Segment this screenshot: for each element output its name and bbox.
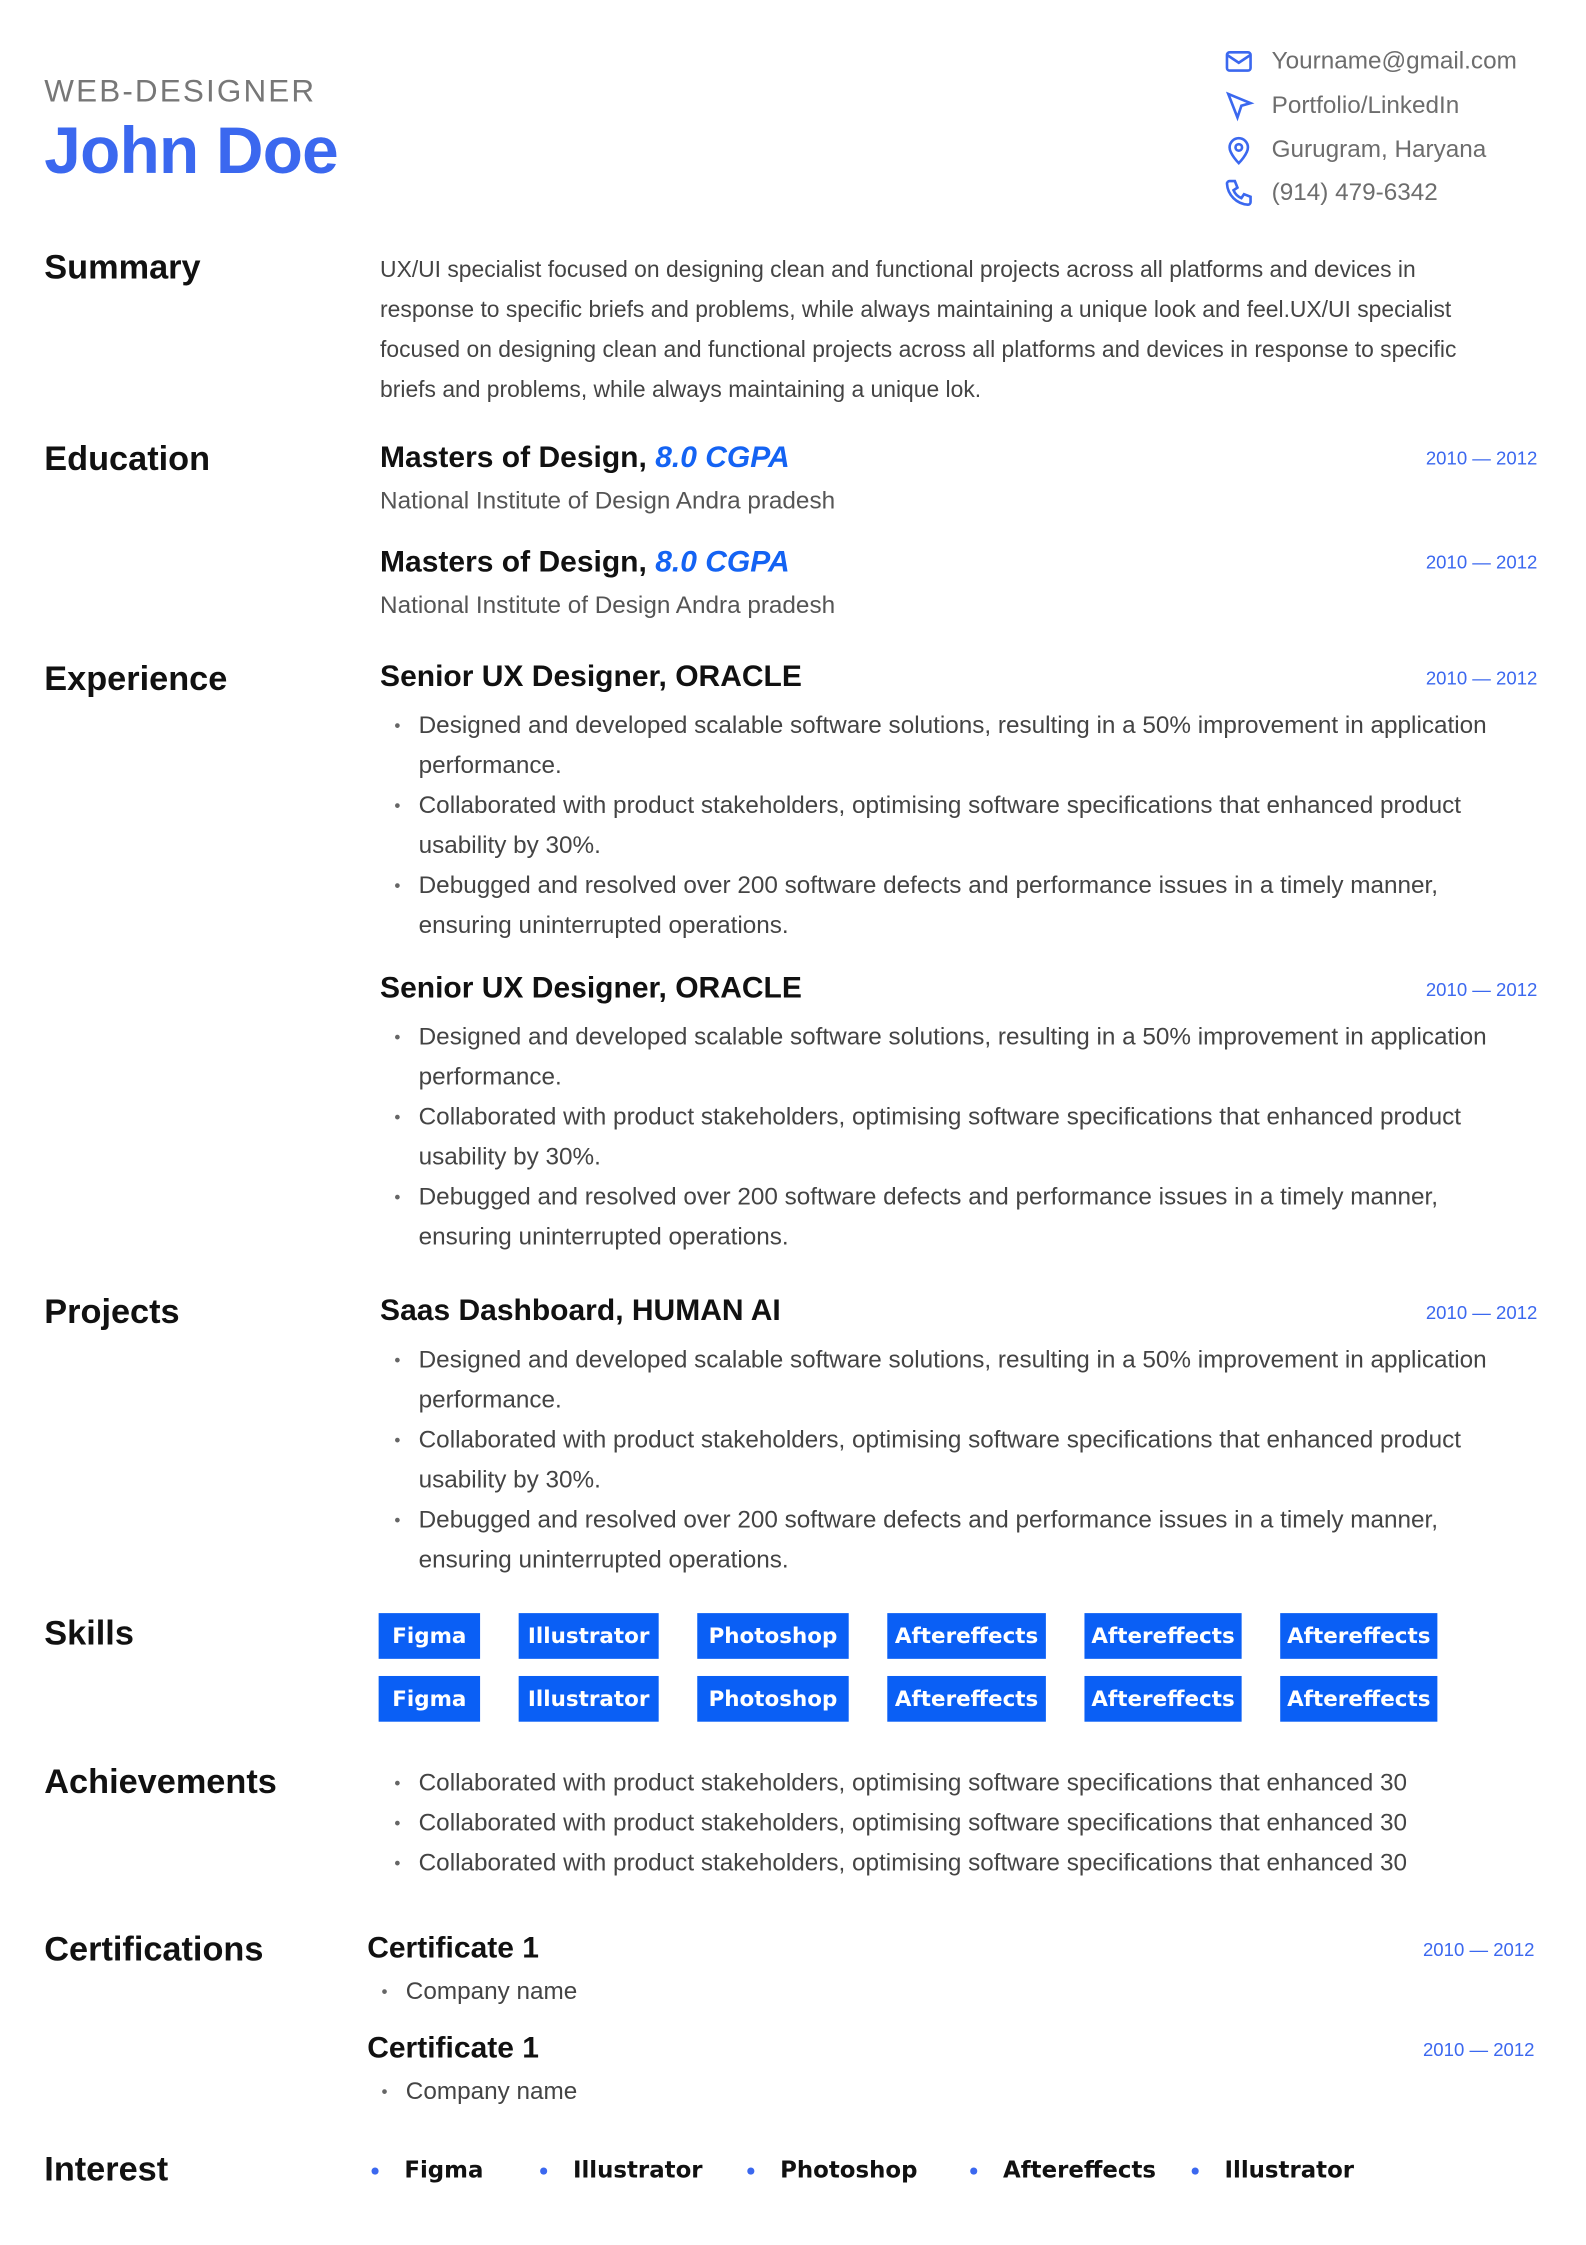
skill-chip: Aftereffects: [1084, 1676, 1241, 1722]
section-heading-achievements: Achievements: [44, 1763, 277, 1802]
certification-item: [367, 2032, 1534, 2112]
skill-chip: Aftereffects: [1280, 1676, 1437, 1722]
cursor-icon: [1223, 90, 1254, 121]
bullet: • Debugged and resolved over 200 software defects and performance issues in a timely manner, ensuring uninterrupted operations.: [380, 866, 1537, 946]
date-range: 2010 — 2012: [1425, 978, 1538, 1001]
job-title: Senior UX Designer, ORACLE: [380, 660, 802, 693]
bullet: • Collaborated with product stakeholders, optimising software specifications that enhanced 30: [380, 1763, 1537, 1803]
job-title: Senior UX Designer, ORACLE: [380, 971, 802, 1005]
education-item: [380, 546, 1537, 620]
interest-item: Aftereffects: [1003, 2156, 1156, 2184]
contact-location: [1223, 133, 1566, 167]
bullet: • Debugged and resolved over 200 software defects and performance issues in a timely manner, ensuring uninterrupted operations.: [380, 1177, 1537, 1257]
degree: Masters of Design,: [380, 545, 656, 579]
bullet: • Collaborated with product stakeholders, optimising software specifications that enhanced 30: [380, 1803, 1537, 1843]
contact-phone[interactable]: [1223, 176, 1566, 210]
candidate-name: John Doe: [44, 112, 339, 188]
certificate-title: Certificate 1: [367, 1931, 539, 1965]
date-range: 2010 — 2012: [1425, 667, 1538, 689]
achievements-list: [380, 1763, 1537, 1883]
section-heading-skills: Skills: [44, 1614, 134, 1654]
experience-item: [380, 972, 1537, 1258]
interest-item: Illustrator: [572, 2156, 703, 2184]
section-heading-projects: Projects: [44, 1293, 180, 1332]
interest-item: Illustrator: [1224, 2156, 1355, 2184]
date-range: 2010 — 2012: [1422, 2038, 1535, 2061]
interest-item: Figma: [404, 2156, 484, 2184]
interest-item: Photoshop: [780, 2156, 918, 2184]
bullet: • Designed and developed scalable software solutions, resulting in a 50% improvement in application performance.: [380, 706, 1537, 786]
bullet: • Collaborated with product stakeholders, optimising software specifications that enhanced product usability by 30%.: [380, 1097, 1537, 1177]
date-range: 2010 — 2012: [1422, 1938, 1535, 1961]
cgpa: 8.0 CGPA: [655, 441, 790, 475]
section-heading-certifications: Certifications: [44, 1930, 264, 1969]
summary-text: UX/UI specialist focused on designing clean and functional projects across all platforms and devices in response to specific briefs and problems, while always maintaining a unique look and feel.UX/UI specialist focused on designing clean and functional projects across all platforms and devices in response to specific briefs and problems, while always maintaining a unique lok.: [380, 258, 1457, 403]
bullet: • Collaborated with product stakeholders, optimising software specifications that enhanced product usability by 30%.: [380, 786, 1537, 866]
skill-chip: Photoshop: [697, 1613, 848, 1659]
date-range: 2010 — 2012: [1425, 447, 1538, 469]
contact-text: (914) 479-6342: [1271, 178, 1438, 206]
project-title: Saas Dashboard, HUMAN AI: [380, 1294, 781, 1328]
section-heading-experience: Experience: [44, 660, 228, 699]
date-range: 2010 — 2012: [1425, 1301, 1538, 1324]
skill-chip: Illustrator: [519, 1676, 659, 1722]
degree: Masters of Design,: [380, 441, 656, 475]
mail-icon: [1223, 46, 1254, 77]
contact-portfolio[interactable]: [1223, 89, 1566, 123]
section-heading-education: Education: [44, 440, 211, 479]
skill-chip: Photoshop: [697, 1676, 848, 1722]
bullet: • Collaborated with product stakeholders, optimising software specifications that enhanced 30: [380, 1843, 1537, 1883]
skill-chip: Figma: [379, 1613, 480, 1659]
cgpa: 8.0 CGPA: [655, 545, 790, 579]
education-item: [380, 441, 1537, 515]
company-name: • Company name: [367, 2072, 1534, 2112]
school: National Institute of Design Andra pradesh: [380, 487, 836, 515]
contact-email[interactable]: [1223, 44, 1566, 78]
contact-text: Portfolio/LinkedIn: [1271, 91, 1460, 119]
skill-chip: Illustrator: [519, 1613, 659, 1659]
location-pin-icon: [1223, 134, 1254, 165]
skill-chip: Aftereffects: [1280, 1613, 1437, 1659]
contact-text: Yourname@gmail.com: [1271, 47, 1517, 75]
skill-chip: Aftereffects: [887, 1613, 1046, 1659]
bullet: • Debugged and resolved over 200 software defects and performance issues in a timely manner, ensuring uninterrupted operations.: [380, 1500, 1537, 1580]
bullet: • Designed and developed scalable software solutions, resulting in a 50% improvement in application performance.: [380, 1340, 1537, 1420]
section-heading-summary: Summary: [44, 248, 201, 288]
company-name: • Company name: [367, 1972, 1534, 2012]
skill-chip: Aftereffects: [887, 1676, 1046, 1722]
phone-icon: [1223, 177, 1254, 208]
certificate-title: Certificate 1: [367, 2031, 539, 2065]
bullet: • Collaborated with product stakeholders, optimising software specifications that enhanced product usability by 30%.: [380, 1420, 1537, 1500]
date-range: 2010 — 2012: [1425, 551, 1538, 573]
skill-chip: Figma: [379, 1676, 480, 1722]
experience-item: [380, 660, 1537, 946]
skill-chip: Aftereffects: [1084, 1613, 1241, 1659]
section-heading-interest: Interest: [44, 2150, 169, 2189]
certification-item: [367, 1932, 1534, 2012]
school: National Institute of Design Andra pradesh: [380, 591, 836, 619]
project-item: [380, 1294, 1537, 1580]
job-role: WEB-DESIGNER: [44, 72, 317, 109]
bullet: • Designed and developed scalable software solutions, resulting in a 50% improvement in application performance.: [380, 1017, 1537, 1097]
contact-text: Gurugram, Haryana: [1271, 135, 1487, 163]
